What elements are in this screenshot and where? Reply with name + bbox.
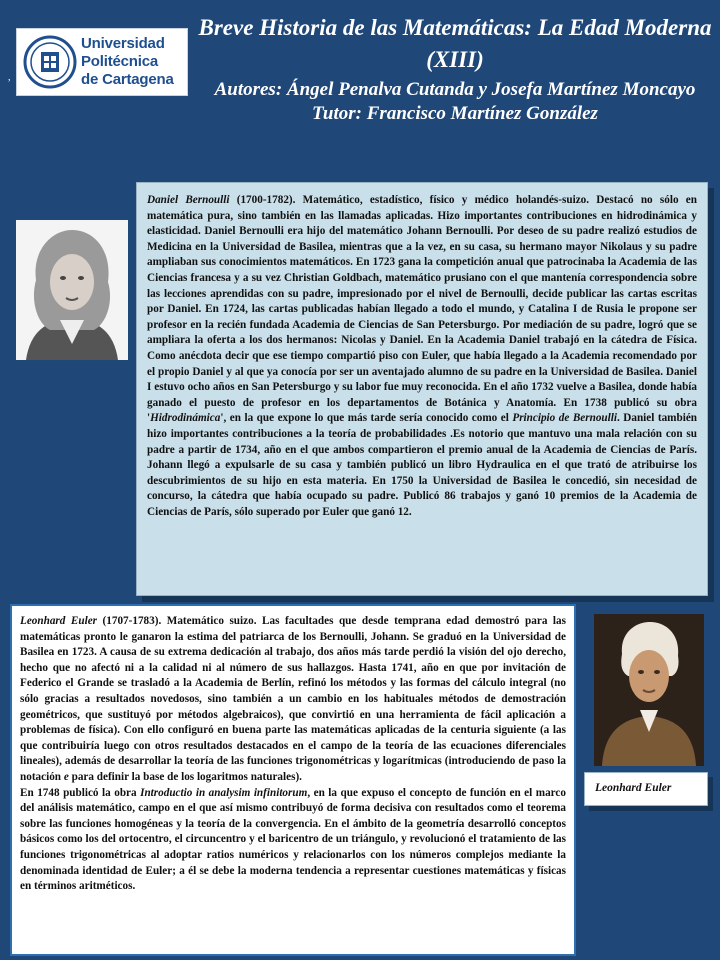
bernoulli-name: Daniel Bernoulli	[147, 194, 230, 206]
bernoulli-text-3: . Daniel también hizo importantes contribuciones a la teoría de probabilidades .Es notorio que mantuvo una mala relación con su padre a partir de 1734, año en el que ambos compartieron el premio anual de la Academia de Ciencias de París. Johann llegó a expulsarle de su casa y también publicó un libro Hydraulica en el que trató de atribuirse los descubrimientos de su hijo en esta materia. En 1750 la Universidad de Basilea le concedió, sin necesidad de concurso, la cátedra que había ocupado su padre. Publicó 86 trabajos y ganó 10 premios de la Academia de Ciencias de París, sólo superado por Euler que ganó 12.	[147, 412, 698, 518]
poster-title: Breve Historia de las Matemáticas: La Edad Moderna (XIII)	[198, 15, 712, 72]
small-mark: ,	[8, 72, 11, 83]
euler-text-1: (1707-1783). Matemático suizo. Las facultades que desde temprana edad demostró para las matemáticas pronto le ganaron la estima del patriarca de los Bernoulli, Johann. Se graduó en la Universidad de Basilea en 1723. A causa de su extrema dedicación al trabajo, dos años más tarde perdió la visión del ojo derecho, hecho que no afectó ni a la calidad ni al número de sus hallazgos. Hasta 1741, año en que por invitación de Federico el Grande se trasladó a la Academia de Berlín, refinó los métodos y las formas del cálculo integral (no sólo gracias a resultados novedosos, sino también a un cambio en los habituales métodos de demostración geométricos, que sustituyó por métodos algebraicos), que convirtió en una herramienta de fácil aplicación a problemas de física). Con ello configuró en buena parte las matemáticas aplicadas de la centuria siguiente (a las que contribuiría luego con otros resultados destacados en el campo de la teoría de las ecuaciones diferenciales lineales), además de desarrollar la teoría de las funciones trigonométricas y logarítmicas (introduciendo de paso la notación	[20, 615, 566, 783]
euler-e-symbol: e	[63, 770, 69, 783]
bernoulli-bio	[136, 182, 708, 596]
bernoulli-work: Hidrodinámica	[150, 412, 221, 425]
bernoulli-portrait	[16, 220, 128, 360]
university-emblem-icon	[23, 35, 77, 89]
logo-line-3: de Cartagena	[81, 71, 174, 88]
logo-line-1: Universidad	[81, 35, 165, 52]
poster-tutor: Tutor: Francisco Martínez González	[312, 103, 598, 124]
euler-portrait	[594, 614, 704, 766]
euler-text-2: para definir la base de los logaritmos naturales).	[68, 770, 302, 783]
bernoulli-paragraph	[147, 193, 697, 520]
euler-p2-text-2: , en la que expuso el concepto de función en el marco del análisis matemático, campo en el que así mismo contribuyó de forma decisiva con resultados como el teorema sobre las funciones homogéneas y la teoría de la convergencia. En el ámbito de la geometría desarrolló conceptos básicos como los del ortocentro, el circuncentro y el baricentro de un triángulo, y revolucionó el tratamiento de las funciones trigonométricas al adoptar ratios numéricos y relacionarlos con los números complejos mediante la denominada identidad de Euler; a él se debe la moderna tendencia a representar cuestiones matemáticas y físicas en términos aritméticos.	[20, 786, 566, 893]
poster-header	[196, 12, 714, 126]
euler-name: Leonhard Euler	[20, 615, 98, 627]
euler-paragraph-1	[20, 614, 566, 786]
logo-text	[81, 35, 185, 89]
euler-p2-text-1: En 1748 publicó la obra	[20, 786, 141, 799]
euler-caption: Leonhard Euler	[584, 772, 708, 806]
bernoulli-principle: Principio de Bernoulli	[512, 412, 617, 425]
bernoulli-text-2: ', en la que expone lo que más tarde sería conocido como el	[220, 412, 513, 425]
bernoulli-text-1: (1700-1782). Matemático, estadístico, físico y médico holandés-suizo. Destacó no sólo en matemática pura, sino también en las llamadas aplicadas. Hizo importantes contribuciones en hidrodinámica y elasticidad. Daniel Bernoulli era hijo del matemático Johann Bernoulli. Por deseo de su padre realizó estudios de Medicina en la Universidad de Basilea, mientras que a la vez, en su casa, su hermano mayor Nikolaus y su padre ampliaban sus conocimientos matemáticos. En 1723 gana la competición anual que patrocinaba la Academia de las Ciencias francesa y a su vez Christian Goldbach, matemático prusiano con el que mantenía correspondencia sobre las lecciones aprendidas con su padre, impresionado por el nivel de Bernoulli, decide publicar las cartas escritas por Daniel. En 1724, las cartas publicadas habían llegado a todo el mundo, y Catalina I de Rusia le propone ser profesor en la recién fundada Academia de Ciencias de San Petersburgo. Por mediación de su padre, logró que se ampliara la oferta a los dos hermanos: Nicolas y Daniel. En la Academia Daniel trabajó en la cátedra de Física. Como anécdota decir que ese tiempo compartió piso con Euler, que había llegado a la Academia recomendado por el propio Daniel y al que ya conocía por ser un aventajado alumno de su padre en la Universidad de Basilea. Daniel I estuvo ocho años en San Petersburgo y su labor fue muy reconocida. En el año 1732 vuelve a Basilea, donde había ganado el puesto de profesor en los departamentos de Botánica y Anatomía. En 1738 publicó su obra '	[147, 194, 697, 425]
euler-bio	[10, 604, 576, 956]
euler-work: Introductio in analysim infinitorum	[140, 786, 308, 799]
poster-authors: Autores: Ángel Penalva Cutanda y Josefa Martínez Moncayo	[214, 79, 696, 100]
logo-line-2: Politécnica	[81, 53, 158, 70]
euler-paragraph-2	[20, 786, 566, 895]
university-logo	[16, 28, 188, 96]
